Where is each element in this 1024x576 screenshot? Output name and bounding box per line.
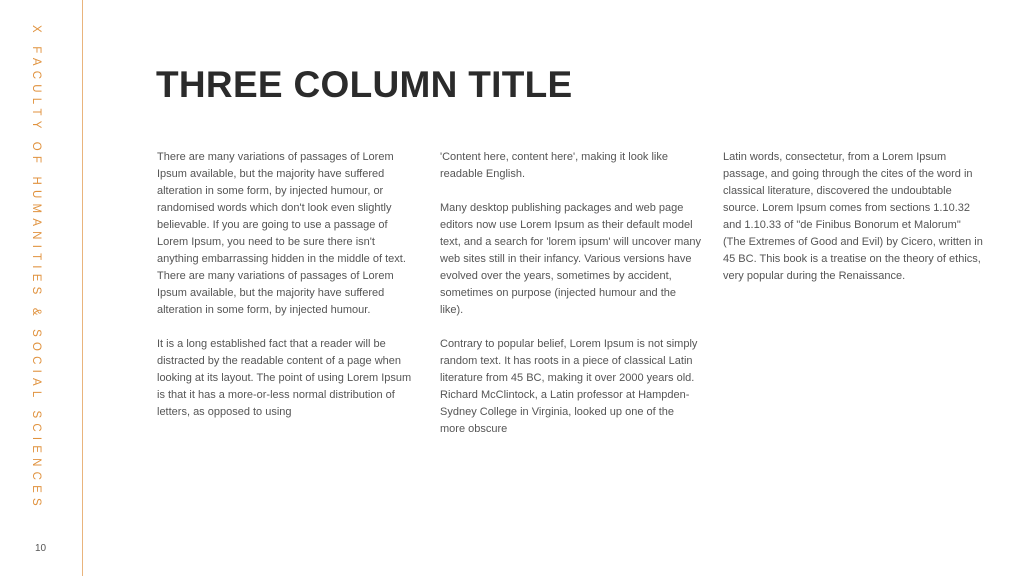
column-2-paragraph-1: 'Content here, content here', making it look like readable English. bbox=[440, 151, 668, 180]
page-number: 10 bbox=[35, 543, 47, 554]
sidebar-faculty-label: X FACULTY OF HUMANITIES & SOCIAL SCIENCES bbox=[30, 25, 42, 511]
text-column-1 bbox=[157, 149, 419, 438]
column-3-paragraph-1: Latin words, consectetur, from a Lorem Ipsum passage, and going through the cites of the word in classical literature, discovered the undoubtable source. Lorem Ipsum comes from sections 1.10.32 and 1.10.33 of "de Finibus Bonorum et Malorum" (The Extremes of Good and Evil) by Cicero, written in 45 BC. This book is a treatise on the theory of ethics, very popular during the Renaissance. bbox=[723, 151, 983, 282]
slide-title: THREE COLUMN TITLE bbox=[156, 64, 573, 105]
column-2-paragraph-3: Contrary to popular belief, Lorem Ipsum is not simply random text. It has roots in a piece of classical Latin literature from 45 BC, making it over 2000 years old. Richard McClintock, a Latin professor at Hampden-Sydney College in Virginia, looked up one of the more obscure bbox=[440, 338, 698, 435]
text-column-3 bbox=[723, 149, 985, 302]
column-1-paragraph-1: There are many variations of passages of Lorem Ipsum available, but the majority have suffered alteration in some form, by injected humour, or randomised words which don't look even slightly believable. If you are going to use a passage of Lorem Ipsum, you need to be sure there isn't anything embarrassing hidden in the middle of text. There are many variations of passages of Lorem Ipsum available, but the majority have suffered alteration in some form, by injected humour. bbox=[157, 151, 406, 316]
text-column-2 bbox=[440, 149, 702, 455]
sidebar-divider bbox=[82, 0, 83, 576]
column-2-paragraph-2: Many desktop publishing packages and web page editors now use Lorem Ipsum as their default model text, and a search for 'lorem ipsum' will uncover many web sites still in their infancy. Various versions have evolved over the years, sometimes by accident, sometimes on purpose (injected humour and the like). bbox=[440, 202, 701, 316]
column-1-paragraph-2: It is a long established fact that a reader will be distracted by the readable content of a page when looking at its layout. The point of using Lorem Ipsum is that it has a more-or-less normal distribution of letters, as opposed to using bbox=[157, 338, 412, 418]
